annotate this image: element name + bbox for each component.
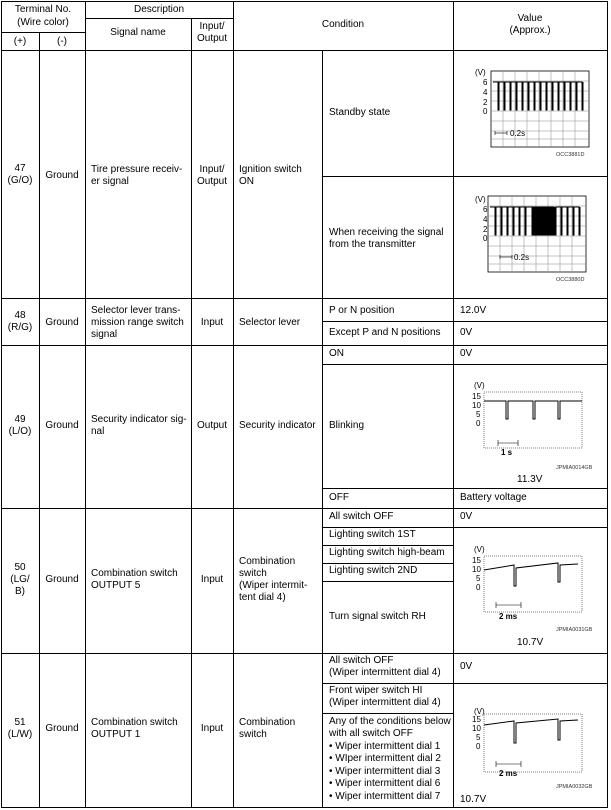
val-50-all-off: 0V [460, 511, 473, 522]
terminal-47: 47 [14, 163, 26, 174]
wave1-unit: (V) [475, 68, 486, 77]
svg-text:2 ms: 2 ms [499, 612, 518, 621]
header-minus: (-) [57, 36, 67, 47]
io-51: Input [200, 723, 224, 734]
svg-text:15: 15 [472, 715, 481, 724]
waveform-output5 [466, 544, 584, 624]
val-48-except: 0V [460, 327, 473, 338]
sub-50-turn-rh: Turn signal switch RH [329, 611, 426, 622]
io-48: Input [200, 317, 224, 328]
header-condition: Condition [321, 19, 365, 30]
svg-text:6: 6 [483, 205, 488, 214]
signal-49-2: nal [91, 426, 105, 437]
header-value-2: (Approx.) [509, 25, 551, 36]
val-51-all-off: 0V [460, 661, 473, 672]
val-50-wave: 10.7V [517, 637, 544, 648]
header-signal-name: Signal name [110, 27, 166, 38]
bullet-item: • Wiper intermittent dial 3 [329, 766, 441, 778]
svg-text:0: 0 [476, 742, 481, 751]
header-description: Description [133, 4, 185, 15]
cond-48: Selector lever [239, 317, 301, 328]
code-occ3880d: OCC3880D [556, 277, 585, 283]
svg-text:4: 4 [483, 88, 488, 97]
signal-51-2: OUTPUT 1 [91, 729, 141, 740]
terminal-50: 50 [14, 562, 26, 573]
svg-text:1 s: 1 s [501, 448, 513, 457]
svg-text:0: 0 [483, 234, 488, 243]
svg-text:2 ms: 2 ms [499, 769, 518, 778]
svg-text:0: 0 [483, 107, 488, 116]
io-50: Input [200, 574, 224, 585]
svg-text:2: 2 [483, 225, 488, 234]
code-jpmia0031gb: JPMIA0031GB [556, 627, 593, 633]
signal-48-2: mission range switch [91, 317, 184, 328]
sub-51-all-off-1: All switch OFF [329, 655, 394, 666]
svg-text:5: 5 [476, 733, 481, 742]
svg-text:4: 4 [483, 215, 488, 224]
header-wire-color: (Wire color) [17, 17, 69, 28]
svg-text:15: 15 [472, 392, 481, 401]
ground-50: Ground [45, 574, 79, 585]
sub-51-all-off-2: (Wiper intermittent dial 4) [329, 667, 441, 678]
svg-text:0: 0 [476, 583, 481, 592]
sub-49-on: ON [329, 348, 344, 359]
sub-49-off: OFF [329, 492, 349, 503]
io-49: Output [196, 420, 228, 431]
waveform-standby [468, 66, 592, 162]
cond-50-4: tent dial 4) [239, 592, 286, 603]
svg-text:2: 2 [483, 98, 488, 107]
svg-text:(V): (V) [475, 195, 486, 204]
svg-text:0.2s: 0.2s [510, 129, 526, 138]
svg-text:10: 10 [472, 401, 481, 410]
sub-50-high-beam: Lighting switch high-beam [329, 547, 445, 558]
io-47-2: Output [196, 176, 228, 187]
svg-text:(V): (V) [474, 381, 485, 390]
sub-48-except: Except P and N positions [329, 327, 441, 338]
wire-color-50-1: (LG/ [10, 574, 30, 585]
svg-text:0: 0 [476, 419, 481, 428]
io-47-1: Input/ [199, 164, 225, 175]
wire-color-47: (G/O) [7, 175, 33, 186]
svg-text:10: 10 [472, 724, 481, 733]
code-jpmia0032gb: JPMIA0032GB [556, 784, 593, 790]
sub-50-lighting-2nd: Lighting switch 2ND [329, 565, 418, 576]
header-value-1: Value [517, 13, 543, 24]
wire-color-48: (R/G) [7, 322, 33, 333]
signal-50-2: OUTPUT 5 [91, 580, 141, 591]
sub-47-standby: Standby state [329, 107, 391, 118]
cond-47-1: Ignition switch [239, 164, 302, 175]
val-51-wave: 10.7V [460, 794, 487, 805]
wire-color-51: (L/W) [7, 729, 33, 740]
cond-50-3: (Wiper intermit- [239, 580, 308, 591]
cond-50-2: switch [239, 568, 267, 579]
cond-50-1: Combination [239, 556, 296, 567]
ground-47: Ground [45, 170, 79, 181]
sub-51-front-hi-2: (Wiper intermittent dial 4) [329, 697, 441, 708]
ground-49: Ground [45, 420, 79, 431]
val-49-on: 0V [460, 348, 473, 359]
header-io-2: Output [196, 33, 228, 44]
signal-48-1: Selector lever trans- [91, 305, 181, 316]
svg-text:6: 6 [483, 78, 488, 87]
header-terminal-no: Terminal No. [14, 4, 72, 15]
wire-color-50-2: B) [15, 586, 25, 597]
header-plus: (+) [13, 36, 27, 47]
sub-48-p-or-n: P or N position [329, 305, 395, 316]
signal-47-2: er signal [91, 176, 129, 187]
sub-50-all-off: All switch OFF [329, 511, 394, 522]
terminal-48: 48 [14, 310, 26, 321]
sub-49-blinking: Blinking [329, 420, 365, 431]
signal-51-1: Combination switch [91, 717, 178, 728]
signal-48-3: signal [91, 329, 118, 340]
wire-color-49: (L/O) [8, 426, 32, 437]
sub-50-lighting-1st: Lighting switch 1ST [329, 529, 416, 540]
cond-47-2: ON [239, 176, 254, 187]
code-jpmia0014gb: JPMIA0014GB [556, 465, 593, 471]
svg-text:10: 10 [472, 565, 481, 574]
val-49-off: Battery voltage [460, 492, 527, 503]
sub-47-receiving-1: When receiving the signal [329, 227, 444, 238]
svg-text:15: 15 [472, 556, 481, 565]
sub-51-front-hi-1: Front wiper switch HI [329, 685, 423, 696]
sub-51-bullet-list [329, 741, 441, 803]
svg-text:(V): (V) [474, 545, 485, 554]
val-49-blinking: 11.3V [517, 474, 543, 485]
cond-49: Security indicator [239, 420, 316, 431]
ground-51: Ground [45, 723, 79, 734]
cond-51-2: switch [239, 729, 267, 740]
val-48-p-or-n: 12.0V [460, 305, 487, 316]
terminal-49: 49 [14, 414, 26, 425]
waveform-blinking [466, 380, 584, 460]
sub-51-any-2: with all switch OFF [329, 728, 413, 739]
svg-text:5: 5 [476, 574, 481, 583]
bullet-item: • Wiper intermittent dial 1 [329, 741, 441, 753]
cond-51-1: Combination [239, 717, 296, 728]
waveform-output1 [466, 706, 584, 786]
sub-47-receiving-2: from the transmitter [329, 239, 416, 250]
svg-text:0.2s: 0.2s [514, 253, 530, 262]
sub-51-any-1: Any of the conditions below [329, 716, 451, 727]
signal-49-1: Security indicator sig- [91, 414, 187, 425]
svg-text:5: 5 [476, 410, 481, 419]
ground-48: Ground [45, 317, 79, 328]
header-io-1: Input/ [199, 21, 225, 32]
signal-47-1: Tire pressure receiv- [91, 164, 183, 175]
terminal-51: 51 [14, 717, 26, 728]
bullet-item: • WIper intermittent dial 2 [329, 753, 441, 765]
waveform-receiving [468, 193, 592, 279]
signal-50-1: Combination switch [91, 568, 178, 579]
bullet-item: • Wiper intermittent dial 6 [329, 778, 441, 790]
svg-text:(V): (V) [474, 707, 485, 716]
code-occ3881d: OCC3881D [556, 152, 585, 158]
bullet-item: • Wiper intermittent dial 7 [329, 791, 441, 803]
